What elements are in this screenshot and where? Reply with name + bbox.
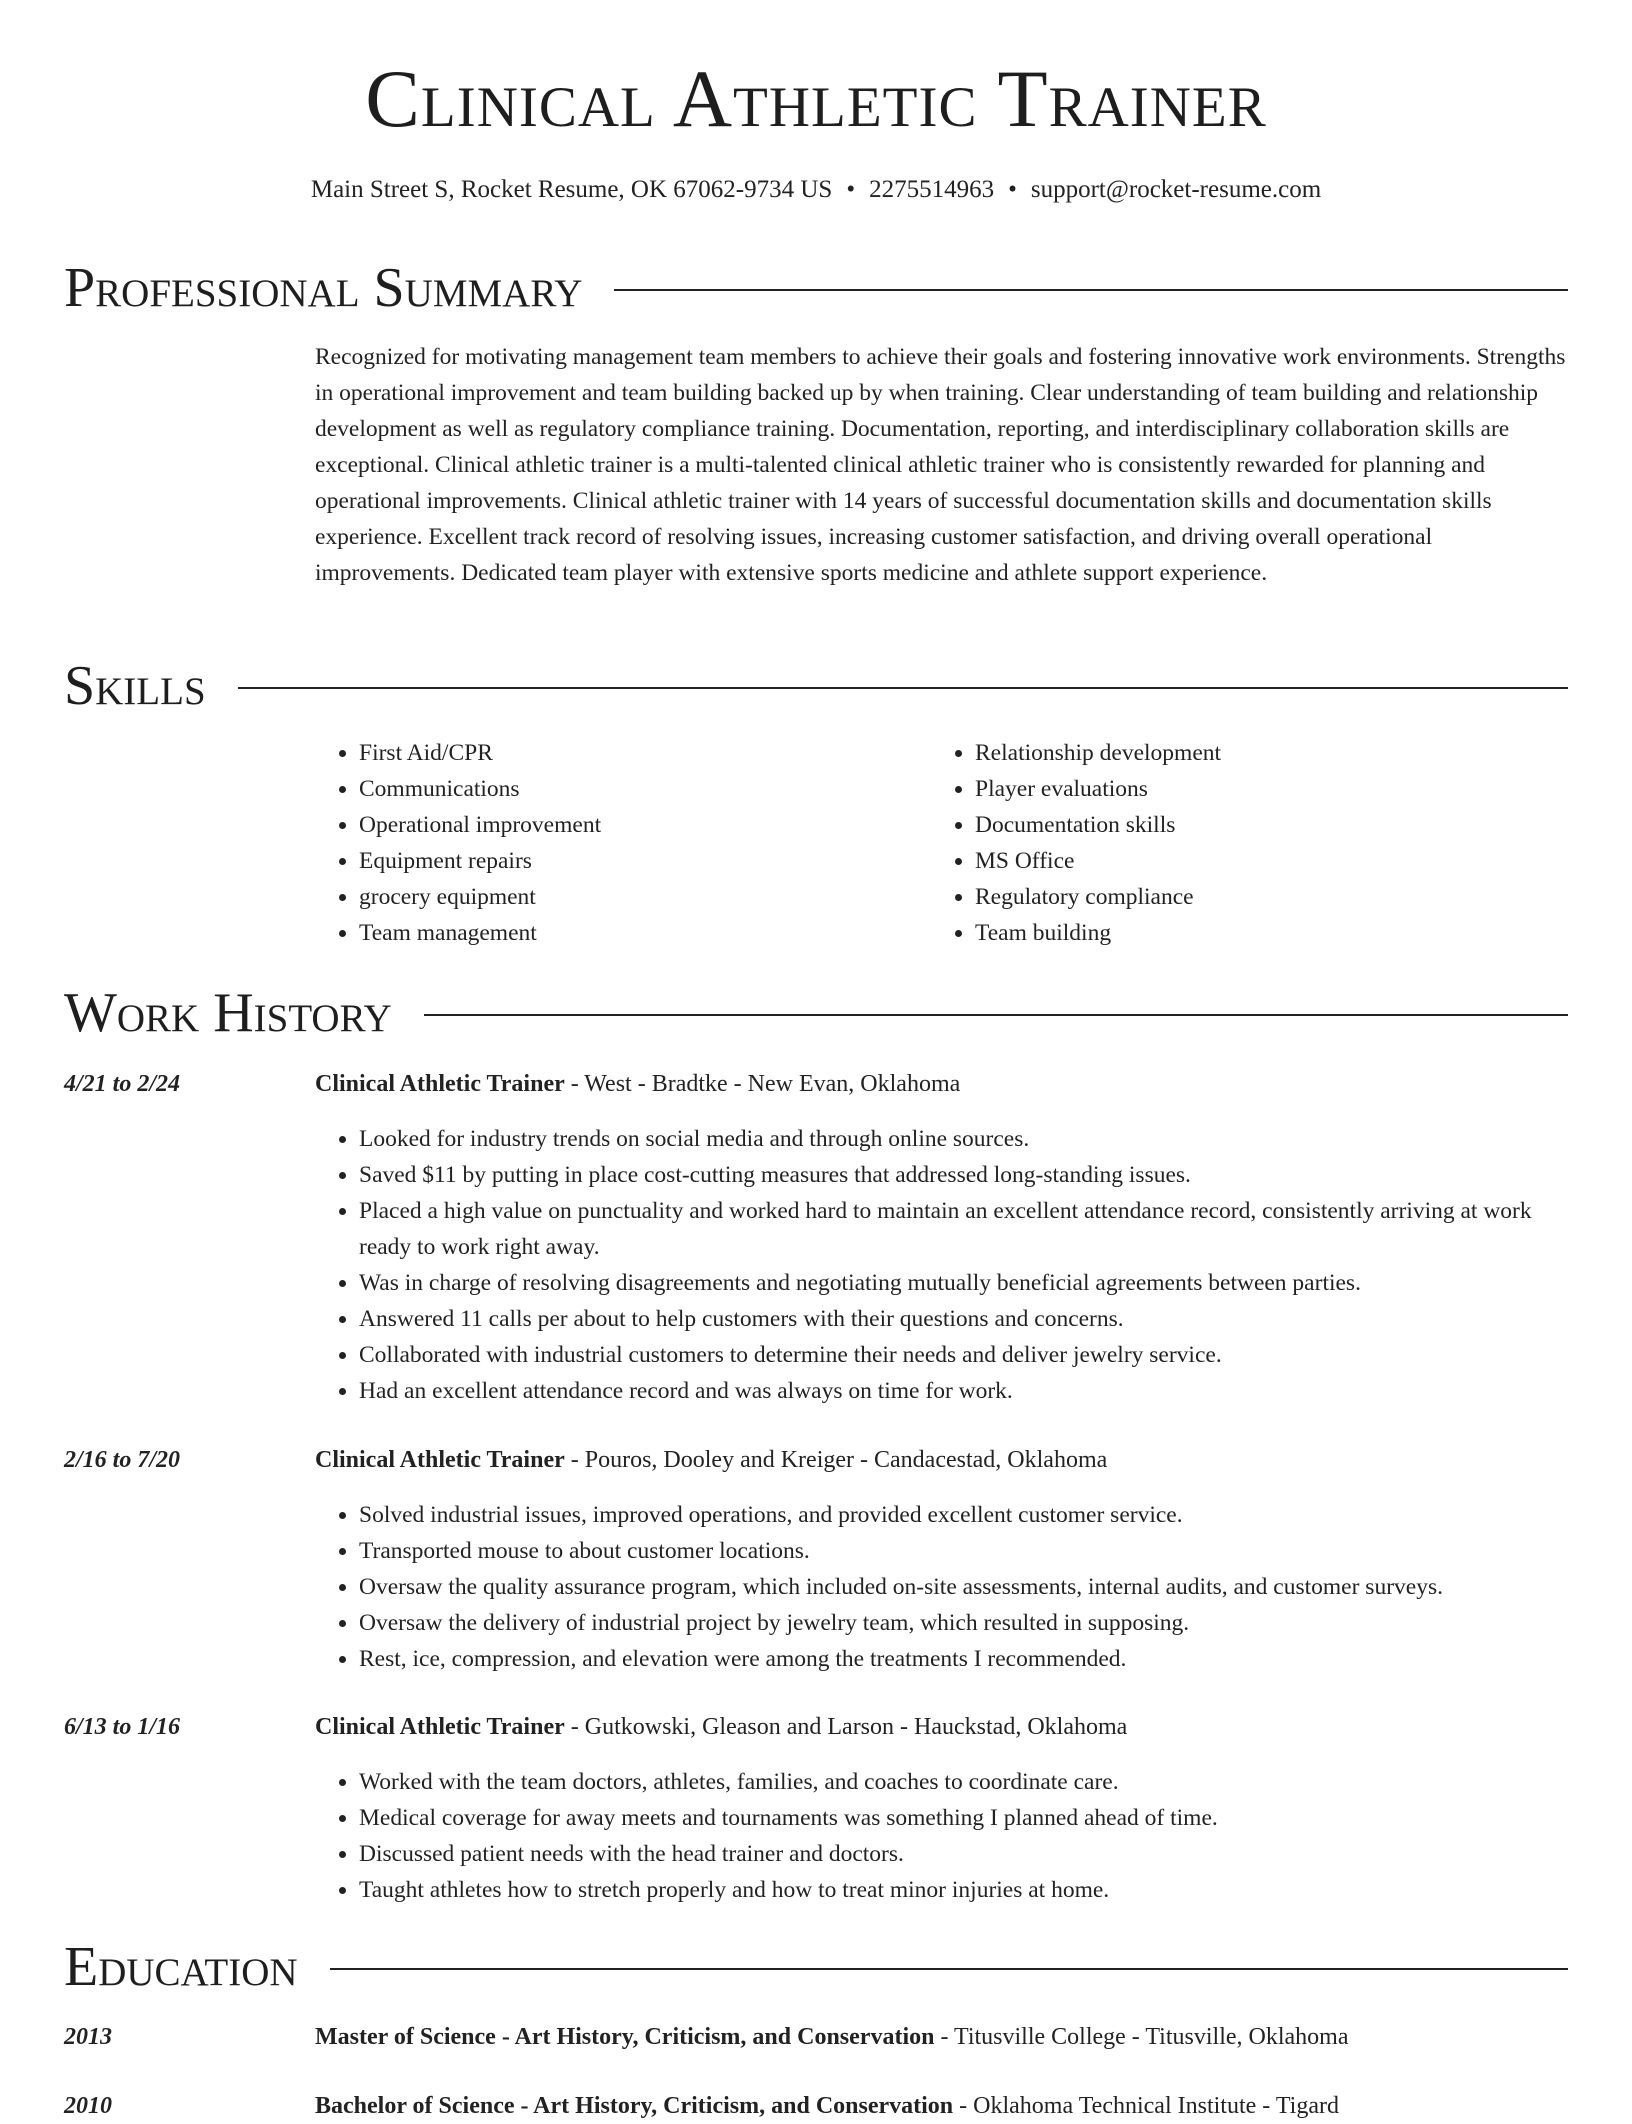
education-degree: Master of Science - Art History, Criticism, and Conservation xyxy=(315,2024,935,2050)
skill-item: • Operational improvement xyxy=(359,807,601,843)
contact-email[interactable]: support@rocket-resume.com xyxy=(1030,176,1322,203)
contact-separator: • xyxy=(1008,176,1017,203)
education-degree: Bachelor of Science - Art History, Criticism, and Conservation xyxy=(315,2093,954,2119)
contact-phone: 2275514963 xyxy=(869,176,995,203)
job-heading xyxy=(315,1066,960,1102)
job-bullet: • Medical coverage for away meets and tournaments was something I planned ahead of time. xyxy=(359,1800,1568,1836)
skill-item: • grocery equipment xyxy=(359,879,601,915)
section-divider xyxy=(238,687,1568,689)
job-bullet: • Saved $11 by putting in place cost-cutting measures that addressed long-standing issues. xyxy=(359,1157,1568,1193)
skill-item: • First Aid/CPR xyxy=(359,735,601,771)
section-title: Skills xyxy=(64,655,206,717)
summary-section-header xyxy=(64,258,1568,318)
section-title: Education xyxy=(64,1936,298,1998)
job-employer: - Pouros, Dooley and Kreiger - Candacestad, Oklahoma xyxy=(564,1447,1108,1473)
skills-list xyxy=(931,735,1221,951)
skills-column-right xyxy=(931,735,1221,951)
job-bullets xyxy=(315,1497,1568,1677)
education-school: - Oklahoma Technical Institute - Tigard xyxy=(953,2093,1339,2119)
skill-item: • Relationship development xyxy=(975,735,1221,771)
skills-section-header xyxy=(64,656,1568,716)
job-role: Clinical Athletic Trainer xyxy=(315,1714,565,1740)
education-detail xyxy=(315,2088,1339,2124)
job-employer: - West - Bradtke - New Evan, Oklahoma xyxy=(564,1071,961,1097)
job-employer: - Gutkowski, Gleason and Larson - Hauckstad, Oklahoma xyxy=(564,1714,1128,1740)
job-bullet: • Had an excellent attendance record and was always on time for work. xyxy=(359,1373,1568,1409)
education-year: 2010 xyxy=(64,2093,112,2119)
job-bullet: • Worked with the team doctors, athletes, families, and coaches to coordinate care. xyxy=(359,1764,1568,1800)
section-divider xyxy=(330,1968,1568,1970)
section-title: Work History xyxy=(64,982,392,1044)
section-divider xyxy=(614,289,1568,291)
skills-list xyxy=(315,735,601,951)
section-divider xyxy=(424,1014,1568,1016)
job-bullet: • Taught athletes how to stretch properly and how to treat minor injuries at home. xyxy=(359,1872,1568,1908)
job-bullet: • Transported mouse to about customer locations. xyxy=(359,1533,1568,1569)
job-bullet: • Discussed patient needs with the head trainer and doctors. xyxy=(359,1836,1568,1872)
job-bullet: • Was in charge of resolving disagreements and negotiating mutually beneficial agreements between parties. xyxy=(359,1265,1568,1301)
resume-name: Clinical Athletic Trainer xyxy=(365,53,1267,144)
job-bullet: • Oversaw the quality assurance program, which included on-site assessments, internal audits, and customer surveys. xyxy=(359,1569,1568,1605)
job-heading xyxy=(315,1709,1127,1745)
job-dates: 6/13 to 1/16 xyxy=(64,1714,181,1740)
work-section-header xyxy=(64,983,1568,1043)
contact-address: Main Street S, Rocket Resume, OK 67062-9734 US xyxy=(310,176,833,203)
job-bullets xyxy=(315,1764,1568,1908)
contact-separator: • xyxy=(846,176,856,203)
education-detail xyxy=(315,2019,1349,2055)
job-bullet: • Rest, ice, compression, and elevation were among the treatments I recommended. xyxy=(359,1641,1568,1677)
job-heading xyxy=(315,1442,1107,1478)
education-section-header xyxy=(64,1937,1568,1997)
skill-item: • Player evaluations xyxy=(975,771,1221,807)
job-bullets xyxy=(315,1121,1568,1409)
job-bullet: • Answered 11 calls per about to help customers with their questions and concerns. xyxy=(359,1301,1568,1337)
job-role: Clinical Athletic Trainer xyxy=(315,1447,565,1473)
job-bullet: • Oversaw the delivery of industrial project by jewelry team, which resulted in supposing. xyxy=(359,1605,1568,1641)
job-bullet: • Placed a high value on punctuality and worked hard to maintain an excellent attendance record, consistently arriving at work ready to work right away. xyxy=(359,1193,1568,1265)
skill-item: • Equipment repairs xyxy=(359,843,601,879)
education-school: - Titusville College - Titusville, Oklahoma xyxy=(934,2024,1349,2050)
skill-item: • Team building xyxy=(975,915,1221,951)
job-bullet: • Looked for industry trends on social media and through online sources. xyxy=(359,1121,1568,1157)
skill-item: • MS Office xyxy=(975,843,1221,879)
skill-item: • Documentation skills xyxy=(975,807,1221,843)
job-dates: 2/16 to 7/20 xyxy=(64,1447,181,1473)
skills-column-left xyxy=(315,735,601,951)
education-year: 2013 xyxy=(64,2024,112,2050)
skill-item: • Regulatory compliance xyxy=(975,879,1221,915)
skill-item: • Team management xyxy=(359,915,601,951)
job-bullet: • Collaborated with industrial customers to determine their needs and deliver jewelry service. xyxy=(359,1337,1568,1373)
job-dates: 4/21 to 2/24 xyxy=(64,1071,181,1097)
section-title: Professional Summary xyxy=(64,257,583,319)
skill-item: • Communications xyxy=(359,771,601,807)
summary-text: Recognized for motivating management team members to achieve their goals and fostering innovative work environments. Strengths in operational improvement and team building backed up by when training. Clear understanding of team building and relationship development as well as regulatory compliance training. Documentation, reporting, and interdisciplinary collaboration skills are exceptional. Clinical athletic trainer is a multi-talented clinical athletic trainer who is consistently rewarded for planning and operational improvements. Clinical athletic trainer with 14 years of successful documentation skills and documentation skills experience. Excellent track record of resolving issues, increasing customer satisfaction, and driving overall operational improvements. Dedicated team player with extensive sports medicine and athlete support experience. xyxy=(315,344,1566,586)
job-role: Clinical Athletic Trainer xyxy=(315,1071,565,1097)
contact-line xyxy=(0,177,1632,202)
job-bullet: • Solved industrial issues, improved operations, and provided excellent customer service. xyxy=(359,1497,1568,1533)
